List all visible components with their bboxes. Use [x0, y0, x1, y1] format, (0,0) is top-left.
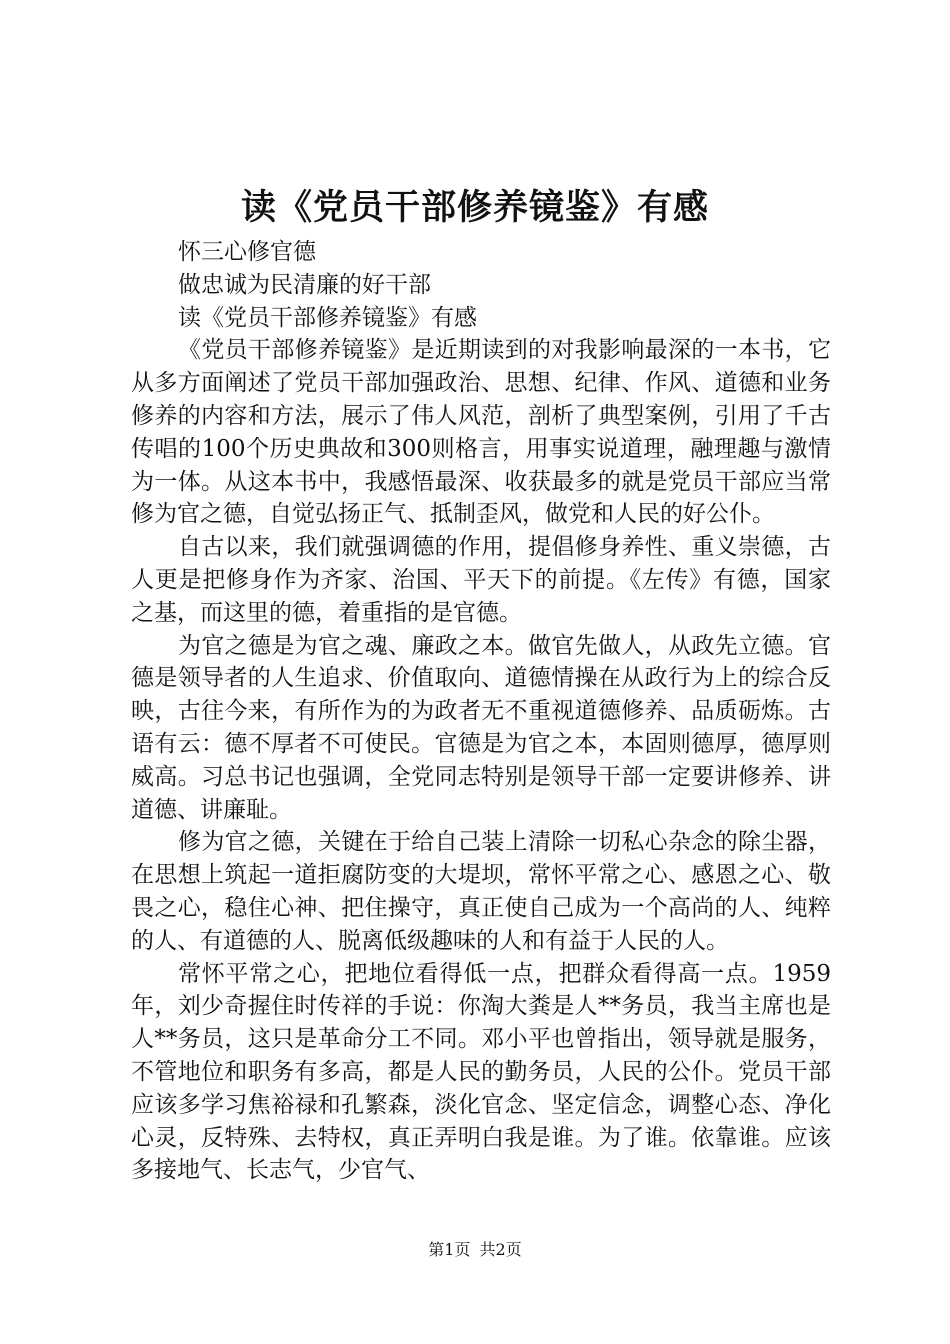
paragraph-5: 常怀平常之心，把地位看得低一点，把群众看得高一点。1959年，刘少奇握住时传祥的手说：你淘大粪是人**务员，我当主席也是人**务员，这只是革命分工不同。邓小平也曾指出，领导就是服务，不管地位和职务有多高，都是人民的勤务员，人民的公仆。党员干部应该多学习焦裕禄和孔繁森，淡化官念、坚定信念，调整心态、净化心灵，反特殊、去特权，真正弄明白我是谁。为了谁。依靠谁。应该多接地气、长志气，少官气、	[131, 960, 831, 1184]
subheading-line-1: 怀三心修官德	[178, 239, 316, 265]
paragraph-4: 修为官之德，关键在于给自己装上清除一切私心杂念的除尘器，在思想上筑起一道拒腐防变的大堤坝，常怀平常之心、感恩之心、敬畏之心，稳住心神、把住操守，真正使自己成为一个高尚的人、纯粹的人、有道德的人、脱离低级趣味的人和有益于人民的人。	[131, 829, 831, 954]
paragraph-3: 为官之德是为官之魂、廉政之本。做官先做人，从政先立德。官德是领导者的人生追求、价值取向、道德情操在从政行为上的综合反映，古往今来，有所作为的为政者无不重视道德修养、品质砺炼。古语有云：德不厚者不可使民。官德是为官之本，本固则德厚，德厚则威高。习总书记也强调，全党同志特别是领导干部一定要讲修养、讲道德、讲廉耻。	[131, 632, 831, 823]
document-body	[131, 236, 831, 1187]
page-number-current: 第1页	[428, 1240, 471, 1259]
document-title: 读《党员干部修养镜鉴》有感	[240, 187, 709, 228]
subheading-line-3: 读《党员干部修养镜鉴》有感	[178, 304, 477, 331]
paragraph-1: 《党员干部修养镜鉴》是近期读到的对我影响最深的一本书，它从多方面阐述了党员干部加强政治、思想、纪律、作风、道德和业务修养的内容和方法，展示了伟人风范，剖析了典型案例，引用了千古传唱的100个历史典故和300则格言，用事实说道理，融理趣与激情为一体。从这本书中，我感悟最深、收获最多的就是党员干部应当常修为官之德，自觉弘扬正气、抵制歪风，做党和人民的好公仆。	[131, 337, 831, 528]
paragraph-2: 自古以来，我们就强调德的作用，提倡修身养性、重义崇德，古人更是把修身作为齐家、治国、平天下的前提。《左传》有德，国家之基，而这里的德，着重指的是官德。	[131, 534, 831, 626]
page-number-total: 共2页	[479, 1240, 522, 1259]
subheading-line-2: 做忠诚为民清廉的好干部	[178, 271, 431, 298]
page-footer	[0, 1239, 950, 1261]
